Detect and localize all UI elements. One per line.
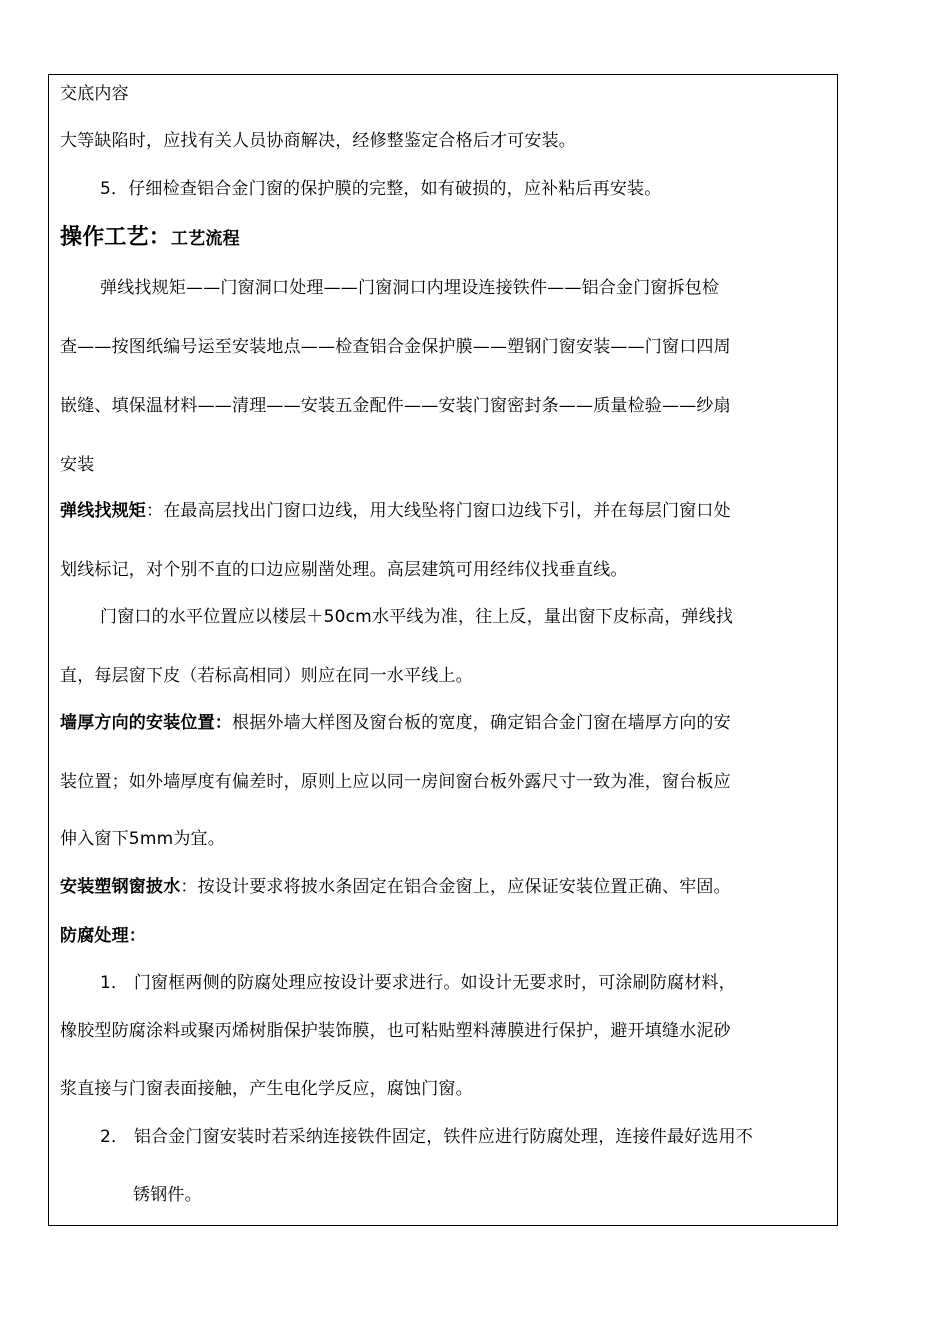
anticorrosion-item2-line-2: 锈钢件。	[133, 1185, 202, 1205]
position-line-2: 装位置；如外墙厚度有偏差时，原则上应以同一房间窗台板外露尺寸一致为准，窗台板应	[60, 772, 731, 792]
position-text-1: 根据外墙大样图及窗台板的宽度，确定铝合金门窗在墙厚方向的安	[232, 713, 731, 733]
marking-line-4: 直，每层窗下皮（若标高相同）则应在同一水平线上。	[60, 666, 473, 686]
marking-line-2: 划线标记，对个别不直的口边应剔凿处理。高层建筑可用经纬仪找垂直线。	[60, 560, 628, 580]
section-subtitle: 工艺流程	[171, 229, 240, 249]
anticorrosion-item1-line-2: 橡胶型防腐涂料或聚丙烯树脂保护装饰膜，也可粘贴塑料薄膜进行保护，避开填缝水泥砂	[60, 1021, 731, 1041]
anticorrosion-label: 防腐处理：	[60, 926, 146, 946]
marking-text-1: ：在最高层找出门窗口边线，用大线坠将门窗口边线下引，并在每层门窗口处	[146, 501, 731, 521]
section-heading	[60, 224, 240, 253]
anticorrosion-item2-line-1: 2． 铝合金门窗安装时若采纳连接铁件固定，铁件应进行防腐处理，连接件最好选用不	[100, 1127, 754, 1147]
anticorrosion-item1-line-3: 浆直接与门窗表面接触，产生电化学反应，腐蚀门窗。	[60, 1079, 473, 1099]
flow-line-2: 查——按图纸编号运至安装地点——检查铝合金保护膜——塑钢门窗安装——门窗口四周	[60, 337, 731, 357]
position-line-3: 伸入窗下5mm为宜。	[60, 829, 225, 849]
intro-line-2: 5．仔细检查铝合金门窗的保护膜的完整，如有破损的，应补粘后再安装。	[100, 179, 662, 199]
intro-line-1: 大等缺陷时，应找有关人员协商解决，经修整鉴定合格后才可安装。	[60, 131, 576, 151]
drip-label: 安装塑钢窗披水	[60, 877, 181, 897]
marking-line-3: 门窗口的水平位置应以楼层＋50cm水平线为准，往上反，量出窗下皮标高，弹线找	[100, 607, 734, 627]
flow-line-1: 弹线找规矩——门窗洞口处理——门窗洞口内埋设连接铁件——铝合金门窗拆包检	[100, 278, 720, 298]
position-line-1	[60, 712, 731, 734]
drip-text: ：按设计要求将披水条固定在铝合金窗上，应保证安装位置正确、牢固。	[180, 877, 731, 897]
section-title: 操作工艺：	[60, 225, 172, 250]
marking-line-1	[60, 500, 731, 522]
drip-line	[60, 876, 731, 898]
header-label: 交底内容	[60, 84, 129, 104]
flow-line-4: 安装	[60, 455, 95, 475]
marking-label: 弹线找规矩	[60, 501, 146, 521]
flow-line-3: 嵌缝、填保温材料——清理——安装五金配件——安装门窗密封条——质量检验——纱扇	[60, 396, 731, 416]
anticorrosion-item1-line-1: 1． 门窗框两侧的防腐处理应按设计要求进行。如设计无要求时，可涂刷防腐材料，	[100, 973, 736, 993]
position-label: 墙厚方向的安装位置：	[60, 713, 232, 733]
